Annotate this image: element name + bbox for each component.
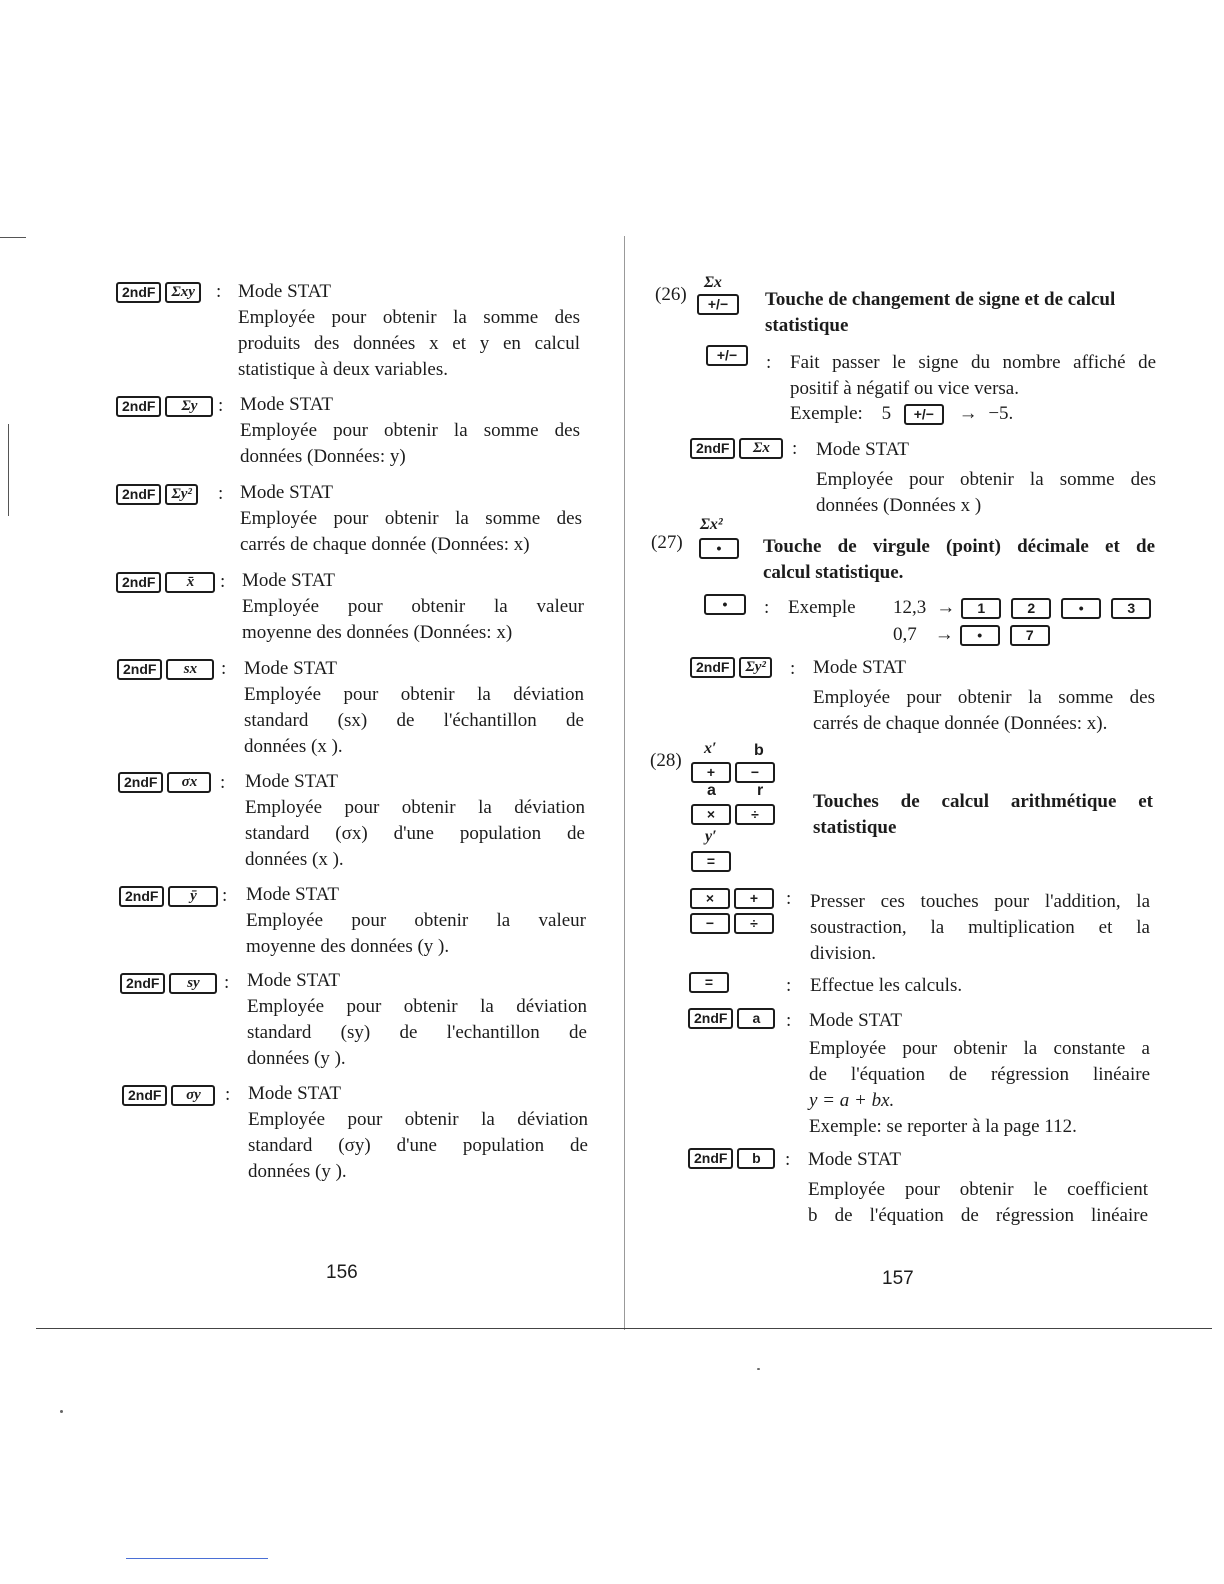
desc-arith xyxy=(810,889,1150,967)
key-times: × xyxy=(690,888,730,909)
desc-line: standard (sx) de l'échantillon de xyxy=(244,710,584,731)
section-number-26: (26) xyxy=(655,284,687,305)
desc-line: moyenne des données (Données: x) xyxy=(242,622,513,643)
key-dot: • xyxy=(699,538,739,559)
key-label-r: r xyxy=(757,782,764,799)
key-2ndf: 2ndF xyxy=(116,282,161,303)
key-equals: = xyxy=(689,972,729,993)
desc-line: b de l'équation de régression linéaire xyxy=(808,1205,1148,1226)
title-line: Touches de calcul arithmétique et xyxy=(813,791,1153,812)
desc-line: Employée pour obtenir la constante a xyxy=(809,1038,1150,1059)
desc-line: carrés de chaque donnée (Données: x) xyxy=(240,534,530,555)
key-2ndf: 2ndF xyxy=(688,1008,733,1029)
title-line: statistique xyxy=(813,817,897,838)
key-combo-2ndf-x-bar xyxy=(116,572,215,593)
arith-key-row xyxy=(690,913,774,934)
key-label-sum-x: Σx xyxy=(704,274,722,291)
colon: : xyxy=(216,281,222,302)
arrow: → xyxy=(934,624,954,645)
entry-sigma-y xyxy=(248,1081,588,1185)
colon: : xyxy=(224,972,230,993)
desc-line: produits des données x et y en calcul xyxy=(238,333,580,354)
key-y-bar: ȳ xyxy=(168,886,218,907)
key-2ndf: 2ndF xyxy=(120,973,165,994)
key-combo-2ndf-sum-y xyxy=(116,396,213,417)
key-sigma-x: σx xyxy=(167,772,211,793)
key-combo-2ndf-sx xyxy=(117,659,214,680)
desc-line: standard (σx) d'une population de xyxy=(245,823,585,844)
mode-label: Mode STAT xyxy=(816,439,909,460)
key-label-a: a xyxy=(707,782,716,799)
key-2ndf: 2ndF xyxy=(116,572,161,593)
desc-line: Employée pour obtenir la valeur xyxy=(246,910,586,931)
speck xyxy=(757,1368,760,1370)
key-sum-x: Σx xyxy=(739,438,783,459)
desc-line: statistique à deux variables. xyxy=(238,359,448,380)
key-combo-2ndf-sum-y2 xyxy=(116,484,198,505)
mode-label: Mode STAT xyxy=(809,1010,902,1031)
desc-line: Employée pour obtenir la valeur xyxy=(242,596,584,617)
colon: : xyxy=(786,888,792,909)
entry-a xyxy=(809,1008,1150,1140)
key-combo-2ndf-a xyxy=(688,1008,775,1029)
key-divide: ÷ xyxy=(734,913,774,934)
entry-b xyxy=(808,1147,1148,1229)
desc-line: données (Données x ) xyxy=(816,495,982,516)
key-group-times-divide xyxy=(691,804,775,825)
colon: : xyxy=(221,658,227,679)
desc-line: données (y ). xyxy=(248,1161,347,1182)
title-line: calcul statistique. xyxy=(763,562,904,583)
mode-label: Mode STAT xyxy=(240,482,333,503)
desc-line: soustraction, la multiplication et la xyxy=(810,917,1150,938)
key-dot: • xyxy=(960,625,1000,646)
key-sum-xy: Σxy xyxy=(165,282,200,303)
desc-line: carrés de chaque donnée (Données: x). xyxy=(813,713,1108,734)
colon: : xyxy=(220,571,226,592)
key-label-x-prime: x′ xyxy=(704,740,717,757)
desc-line: standard (σy) d'une population de xyxy=(248,1135,588,1156)
key-combo-2ndf-sigma-x xyxy=(118,772,211,793)
key-2ndf: 2ndF xyxy=(690,657,735,678)
key-a: a xyxy=(737,1008,775,1029)
colon: : xyxy=(792,438,798,459)
colon: : xyxy=(766,352,772,373)
key-times: × xyxy=(691,804,731,825)
left-edge-mark xyxy=(8,424,9,516)
key-combo-2ndf-y-bar xyxy=(119,886,218,907)
left-margin-tick xyxy=(0,237,26,238)
colon: : xyxy=(790,658,796,679)
arith-key-grid xyxy=(690,888,774,934)
key-2ndf: 2ndF xyxy=(116,396,161,417)
example-input: 5 xyxy=(881,403,892,424)
key-2ndf: 2ndF xyxy=(688,1148,733,1169)
colon: : xyxy=(222,885,228,906)
key-x-bar: x̄ xyxy=(165,572,215,593)
mode-label: Mode STAT xyxy=(246,884,339,905)
example-label: Exemple: xyxy=(790,403,863,424)
section-title-26 xyxy=(765,287,1115,339)
arrow: → xyxy=(936,597,956,618)
entry-sum-x2 xyxy=(813,655,1155,737)
desc-line: Employée pour obtenir la somme des xyxy=(238,307,580,328)
section-number-28: (28) xyxy=(650,750,682,771)
desc-line: Employée pour obtenir la somme des xyxy=(813,687,1155,708)
key-minus: − xyxy=(735,762,775,783)
key-plus: + xyxy=(734,888,774,909)
example-27-row2 xyxy=(893,622,1050,648)
desc-line: Employée pour obtenir la somme des xyxy=(240,508,582,529)
entry-sy xyxy=(247,968,587,1072)
page-gutter xyxy=(624,236,625,1330)
key-divide: ÷ xyxy=(735,804,775,825)
key-2ndf: 2ndF xyxy=(122,1085,167,1106)
key-b: b xyxy=(737,1148,775,1169)
desc-line: Presser ces touches pour l'addition, la xyxy=(810,891,1150,912)
section-number-27: (27) xyxy=(651,532,683,553)
desc-line: Employée pour obtenir la déviation xyxy=(245,797,585,818)
colon: : xyxy=(220,772,226,793)
desc-line: division. xyxy=(810,943,876,964)
key-combo-2ndf-sy xyxy=(120,973,217,994)
mode-label: Mode STAT xyxy=(808,1149,901,1170)
desc-line: données (x ). xyxy=(245,849,344,870)
entry-sum-xy xyxy=(238,279,580,383)
key-sy: sy xyxy=(169,973,217,994)
desc-line: standard (sy) de l'echantillon de xyxy=(247,1022,587,1043)
example-result: −5. xyxy=(988,403,1014,424)
entry-sx xyxy=(244,656,584,760)
entry-sigma-x xyxy=(245,769,585,873)
entry-sum-y2 xyxy=(240,480,582,558)
desc-line: Exemple: se reporter à la page 112. xyxy=(809,1116,1077,1137)
title-line: Touche de virgule (point) décimale et de xyxy=(763,536,1155,557)
example-26 xyxy=(790,401,1013,427)
key-minus: − xyxy=(690,913,730,934)
desc-line: Employée pour obtenir le coefficient xyxy=(808,1179,1148,1200)
key-sum-y: Σy xyxy=(165,396,213,417)
key-2ndf: 2ndF xyxy=(117,659,162,680)
entry-sum-x xyxy=(816,437,1156,519)
arith-key-row xyxy=(690,888,774,909)
bottom-rule xyxy=(36,1328,1212,1329)
key-sum-y2: Σy² xyxy=(739,657,771,678)
mode-label: Mode STAT xyxy=(245,771,338,792)
mode-label: Mode STAT xyxy=(244,658,337,679)
key-group-plus-minus xyxy=(691,762,775,783)
page-number-right: 157 xyxy=(882,1268,914,1289)
mode-label: Mode STAT xyxy=(813,657,906,678)
desc-line: moyenne des données (y ). xyxy=(246,936,450,957)
key-combo-2ndf-sum-x xyxy=(690,438,783,459)
entry-x-bar xyxy=(242,568,584,646)
desc-line: données (y ). xyxy=(247,1048,346,1069)
mode-label: Mode STAT xyxy=(238,281,331,302)
key-2ndf: 2ndF xyxy=(116,484,161,505)
colon: : xyxy=(225,1084,231,1105)
key-label-b: b xyxy=(754,742,764,759)
mode-label: Mode STAT xyxy=(247,970,340,991)
key-equals: = xyxy=(691,851,731,872)
colon: : xyxy=(786,1010,792,1031)
colon: : xyxy=(218,483,224,504)
entry-y-bar xyxy=(246,882,586,960)
page-number-left: 156 xyxy=(326,1262,358,1283)
key-dot: • xyxy=(1061,598,1101,619)
key-7: 7 xyxy=(1010,625,1050,646)
desc-line: Employée pour obtenir la déviation xyxy=(247,996,587,1017)
key-plus-minus: +/− xyxy=(706,345,748,366)
colon: : xyxy=(785,1149,791,1170)
key-dot: • xyxy=(704,594,746,615)
example-label-27: Exemple xyxy=(788,597,856,618)
desc-line: Employée pour obtenir la déviation xyxy=(244,684,584,705)
key-label-sum-x2: Σx² xyxy=(700,516,723,533)
example-value: 0,7 xyxy=(893,624,917,645)
bottom-blue-line xyxy=(126,1558,268,1559)
section-title-28 xyxy=(813,789,1153,841)
key-1: 1 xyxy=(961,598,1001,619)
key-label-y-prime: y′ xyxy=(705,828,717,845)
key-plus-minus: +/− xyxy=(697,294,739,315)
key-plus: + xyxy=(691,762,731,783)
example-value: 12,3 xyxy=(893,597,927,618)
desc-line: données (Données: y) xyxy=(240,446,406,467)
key-2ndf: 2ndF xyxy=(118,772,163,793)
desc-equals: Effectue les calculs. xyxy=(810,975,963,996)
colon: : xyxy=(786,975,792,996)
colon: : xyxy=(218,395,224,416)
entry-sum-y xyxy=(240,392,580,470)
desc-line: positif à négatif ou vice versa. xyxy=(790,378,1019,399)
desc-line: Employée pour obtenir la déviation xyxy=(248,1109,588,1130)
section-title-27 xyxy=(763,534,1155,586)
desc-plus-minus xyxy=(790,350,1156,402)
key-sum-y2: Σy² xyxy=(165,484,197,505)
desc-line: Employée pour obtenir la somme des xyxy=(816,469,1156,490)
example-27-row1 xyxy=(893,595,1151,621)
key-combo-2ndf-sum-xy xyxy=(116,282,201,303)
key-2ndf: 2ndF xyxy=(690,438,735,459)
colon: : xyxy=(764,597,770,618)
key-3: 3 xyxy=(1111,598,1151,619)
key-2ndf: 2ndF xyxy=(119,886,164,907)
mode-label: Mode STAT xyxy=(242,570,335,591)
mode-label: Mode STAT xyxy=(240,394,333,415)
key-combo-2ndf-b xyxy=(688,1148,775,1169)
title-line: Touche de changement de signe et de calcul xyxy=(765,289,1116,310)
key-combo-2ndf-sum-y2 xyxy=(690,657,772,678)
arrow: → xyxy=(958,403,978,424)
mode-label: Mode STAT xyxy=(248,1083,341,1104)
title-line: statistique xyxy=(765,315,849,336)
key-sx: sx xyxy=(166,659,214,680)
desc-line: de l'équation de régression linéaire xyxy=(809,1064,1150,1085)
desc-line: données (x ). xyxy=(244,736,343,757)
desc-line: Fait passer le signe du nombre affiché de xyxy=(790,352,1156,373)
key-sigma-y: σy xyxy=(171,1085,215,1106)
speck xyxy=(60,1410,63,1413)
desc-line: Employée pour obtenir la somme des xyxy=(240,420,580,441)
key-plus-minus: +/− xyxy=(904,404,944,425)
key-2: 2 xyxy=(1011,598,1051,619)
key-combo-2ndf-sigma-y xyxy=(122,1085,215,1106)
desc-line: y = a + bx. xyxy=(809,1090,895,1111)
